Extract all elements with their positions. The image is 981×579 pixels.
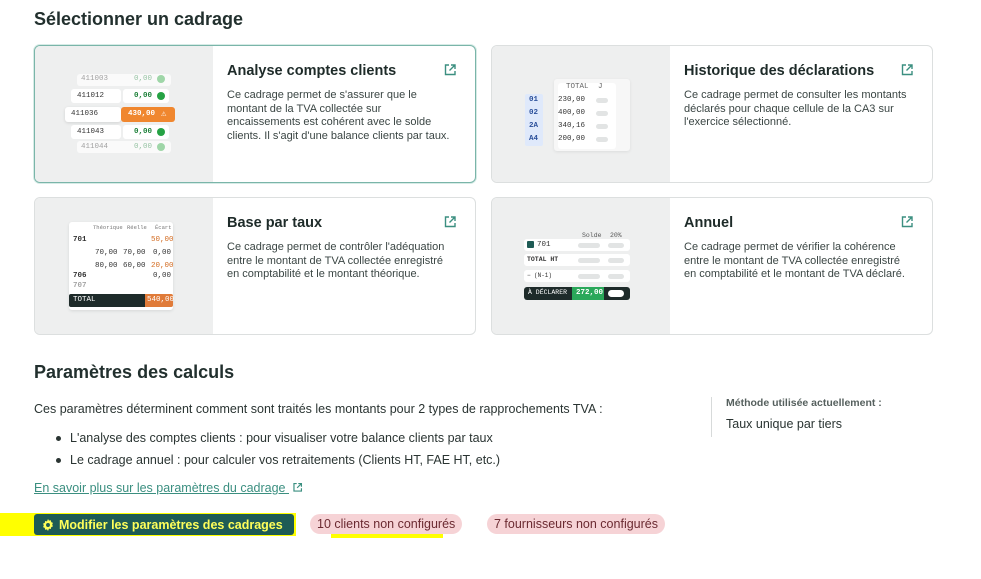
warning-icon: ⚠	[161, 109, 167, 119]
modify-parameters-button[interactable]: Modifier les paramètres des cadrages	[34, 514, 294, 535]
ok-icon	[157, 143, 165, 151]
params-bullet-list	[54, 430, 500, 474]
card-description: Ce cadrage permet de consulter les montants déclarés pour chaque cellule de la CA3 sur l'exercice sélectionné.	[684, 89, 907, 129]
gear-icon	[42, 519, 54, 531]
params-intro: Ces paramètres déterminent comment sont traités les montants pour 2 types de rapprochements TVA :	[34, 402, 603, 416]
card-title: Historique des déclarations	[684, 63, 875, 79]
external-link-icon	[292, 482, 303, 493]
external-link-icon[interactable]	[443, 215, 457, 229]
params-title: Paramètres des calculs	[34, 362, 235, 382]
method-label: Méthode utilisée actuellement :	[726, 397, 882, 409]
external-link-icon[interactable]	[900, 63, 914, 77]
card-title: Annuel	[684, 215, 734, 231]
card-base-par-taux[interactable]	[34, 197, 476, 335]
card-preview: Théorique Réelle Écart 701 50,00 70,00 70,00 0,00 80,00 60,00 20,00 706 0,00 707 TOTAL 540,00	[35, 198, 213, 334]
list-item: Le cadrage annuel : pour calculer vos retraitements (Clients HT, FAE HT, etc.)	[54, 452, 500, 474]
method-value: Taux unique par tiers	[726, 417, 843, 431]
ok-icon	[157, 128, 165, 136]
card-preview: 411003 0,00 411012 0,00 411036 430,00 ⚠ 411043 0,00 411044 0,00	[35, 46, 213, 182]
page-title: Sélectionner un cadrage	[34, 9, 244, 29]
external-link-icon[interactable]	[900, 215, 914, 229]
card-description: Ce cadrage permet de contrôler l'adéquation entre le montant de TVA collectée enregistré en comptabilité et le montant théorique.	[227, 241, 445, 281]
clients-not-configured-badge[interactable]: 10 clients non configurés	[310, 514, 462, 534]
list-item: L'analyse des comptes clients : pour visualiser votre balance clients par taux	[54, 430, 500, 452]
checkbox-icon	[527, 241, 534, 248]
card-annuel[interactable]	[491, 197, 933, 335]
toggle-icon	[608, 290, 624, 297]
suppliers-not-configured-badge[interactable]: 7 fournisseurs non configurés	[487, 514, 665, 534]
card-title: Analyse comptes clients	[227, 63, 397, 79]
ok-icon	[157, 75, 165, 83]
card-analyse-comptes-clients[interactable]	[34, 45, 476, 183]
ok-icon	[157, 92, 165, 100]
current-method-box	[711, 397, 882, 437]
card-historique-declarations[interactable]	[491, 45, 933, 183]
card-title: Base par taux	[227, 215, 323, 231]
card-preview: Solde 20% 701 TOTAL HT − (N-1) À DÉCLARER 272,00	[492, 198, 670, 334]
card-description: Ce cadrage permet de vérifier la cohérence entre le montant de TVA collectée enregistré en comptabilité et le montant de TVA déclaré.	[684, 241, 905, 281]
learn-more-link[interactable]: En savoir plus sur les paramètres du cadrage	[34, 481, 303, 495]
card-preview: TOTAL J 01 230,00 02 400,00 2A 340,16 A4 200,00	[492, 46, 670, 182]
external-link-icon[interactable]	[443, 63, 457, 77]
card-description: Ce cadrage permet de s'assurer que le montant de la TVA collectée sur encaissements est cohérent avec le solde clients. Il s'agit d'une balance clients par taux.	[227, 89, 450, 142]
